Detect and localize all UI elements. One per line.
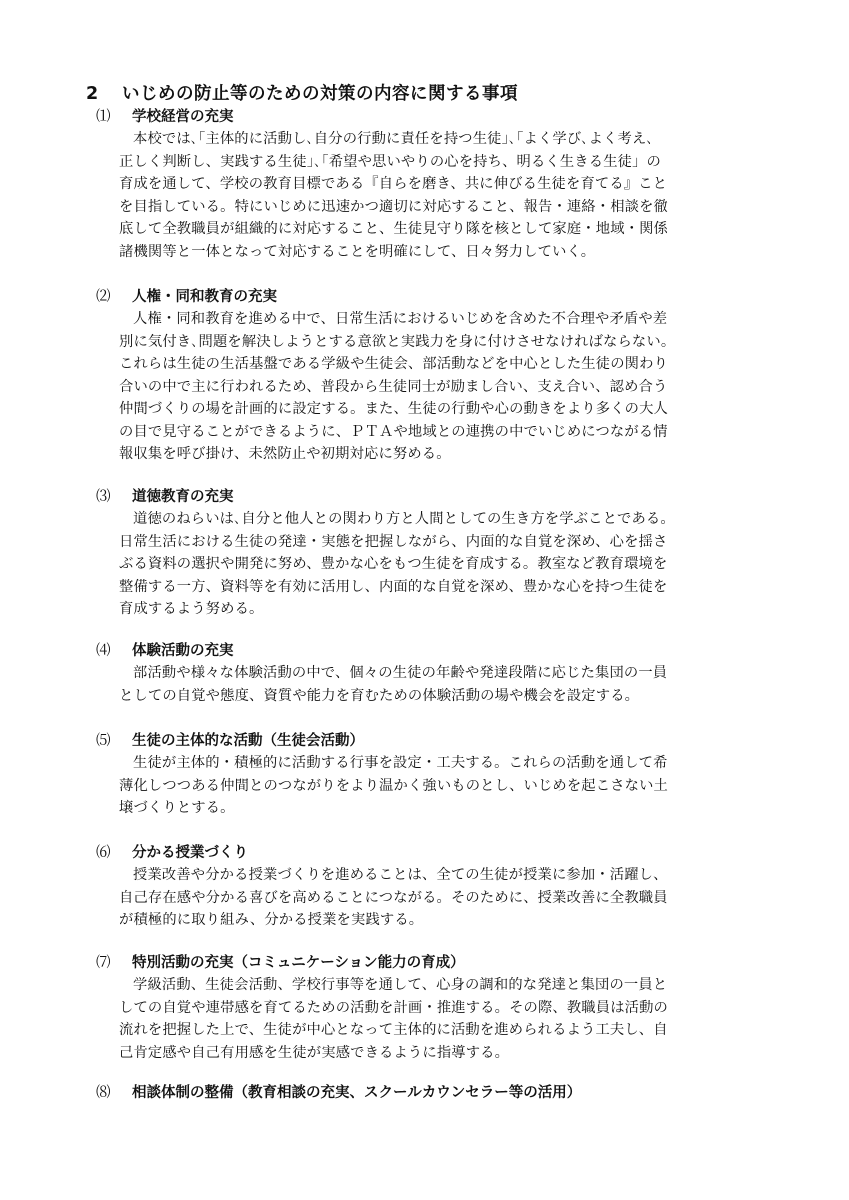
section-heading	[96, 730, 776, 752]
paragraph-line: 学級活動、生徒会活動、学校行事等を通して、心身の調和的な発達と集団の一員と	[133, 977, 668, 993]
section-4	[96, 640, 776, 707]
paragraph-line: 報収集を呼び掛け、未然防止や初期対応に努める。	[119, 446, 451, 462]
paragraph-line: 整備する一方、資料等を有効に活用し、内面的な自覚を深め、豊かな心を持つ生徒を	[119, 578, 668, 595]
section-body	[96, 752, 776, 820]
paragraph-line: 仲間づくりの場を計画的に設定する。また、生徒の行動や心の動きをより多くの大人	[119, 401, 668, 417]
section-number: ⑵	[96, 289, 111, 305]
section-heading-text: 道徳教育の充実	[132, 489, 234, 505]
section-heading-text: 生徒の主体的な活動（生徒会活動）	[132, 733, 364, 749]
paragraph-line: の目で見守ることができるように、ＰＴＡや地域との連携の中でいじめにつながる情	[119, 423, 668, 440]
section-heading-text: 分かる授業づくり	[132, 845, 248, 861]
paragraph-line: 合いの中で主に行われるため、普段から生徒同士が励まし合い、支え合い、認め合う	[119, 378, 668, 395]
section-heading-text: 人権・同和教育の充実	[132, 289, 277, 305]
paragraph-line: 薄化しつつある仲間とのつながりをより温かく強いものとし、いじめを起こさない土	[119, 777, 668, 794]
section-5	[96, 730, 776, 820]
section-heading-text: 体験活動の充実	[132, 643, 234, 659]
section-number: ⑶	[96, 489, 111, 505]
title-text: いじめの防止等のための対策の内容に関する事項	[122, 84, 518, 104]
section-heading	[96, 952, 776, 974]
paragraph-line: これらは生徒の生活基盤である学級や生徒会、部活動などを中心とした生徒の関わり	[119, 356, 668, 372]
section-heading-text: 相談体制の整備（教育相談の充実、スクールカウンセラー等の活用）	[132, 1085, 582, 1101]
page-title	[86, 80, 518, 105]
paragraph-line: 壌づくりとする。	[119, 800, 235, 816]
section-heading	[96, 842, 776, 864]
paragraph-line: 日常生活における生徒の発達・実態を把握しながら、内面的な自覚を深め、心を揺さ	[119, 533, 668, 550]
paragraph-line: 部活動や様々な体験活動の中で、個々の生徒の年齢や発達段階に応じた集団の一員	[133, 665, 668, 681]
section-number: ⑸	[96, 733, 111, 749]
paragraph-line: 授業改善や分かる授業づくりを進めることは、全ての生徒が授業に参加・活躍し、	[133, 867, 668, 883]
section-8	[96, 1082, 776, 1104]
paragraph-line: 自己存在感や分かる喜びを高めることにつながる。そのために、授業改善に全教職員	[119, 889, 668, 906]
section-heading	[96, 286, 776, 308]
section-number: ⑴	[96, 109, 111, 125]
paragraph-line: 育成するよう努める。	[119, 601, 264, 617]
section-body	[96, 974, 776, 1064]
section-heading-text: 特別活動の充実（コミュニケーション能力の育成）	[132, 955, 465, 971]
paragraph-line: 生徒が主体的・積極的に活動する行事を設定・工夫する。これらの活動を通して希	[133, 755, 668, 771]
section-7	[96, 952, 776, 1064]
section-body	[96, 662, 776, 707]
section-6	[96, 842, 776, 932]
section-heading	[96, 106, 776, 128]
paragraph-line: 道徳のねらいは､自分と他人との関わり方と人間としての生き方を学ぶことである｡	[133, 511, 668, 527]
paragraph-line: 別に気付き､問題を解決しようとする意欲と実践力を身に付けさせなければならない｡	[119, 333, 669, 350]
paragraph-line: しての自覚や連帯感を育てるための活動を計画・推進する。その際、教職員は活動の	[119, 999, 668, 1016]
section-heading-text: 学校経営の充実	[132, 109, 234, 125]
paragraph-line: 正しく判断し、実践する生徒｣､｢希望や思いやりの心を持ち、明るく生きる生徒」の	[119, 153, 661, 170]
section-heading	[96, 640, 776, 662]
paragraph-line: 己肯定感や自己有用感を生徒が実感できるように指導する。	[119, 1044, 510, 1061]
title-number: 2	[86, 84, 99, 104]
paragraph-line: 諸機関等と一体となって対応することを明確にして、日々努力していく。	[119, 243, 596, 260]
section-1	[96, 106, 776, 263]
section-3	[96, 486, 776, 621]
paragraph-line: 育成を通して、学校の教育目標である『自らを磨き、共に伸びる生徒を育てる』こと	[119, 176, 668, 192]
section-body	[96, 864, 776, 932]
section-number: ⑷	[96, 643, 111, 659]
paragraph-line: が積極的に取り組み、分かる授業を実践する。	[119, 912, 424, 928]
section-number: ⑺	[96, 955, 111, 971]
section-heading	[96, 486, 776, 508]
section-body	[96, 508, 776, 621]
paragraph-line: 本校では､｢主体的に活動し､自分の行動に責任を持つ生徒｣､｢よく学び､よく考え､	[133, 131, 654, 147]
section-heading	[96, 1082, 776, 1104]
paragraph-line: 人権・同和教育を進める中で、日常生活におけるいじめを含めた不合理や矛盾や差	[133, 311, 668, 327]
section-number: ⑹	[96, 845, 111, 861]
paragraph-line: としての自覚や態度、資質や能力を育むための体験活動の場や機会を設定する。	[119, 687, 640, 704]
paragraph-line: 流れを把握した上で、生徒が中心となって主体的に活動を進められるよう工夫し、自	[119, 1022, 668, 1038]
section-2	[96, 286, 776, 466]
paragraph-line: を目指している。特にいじめに迅速かつ適切に対応すること、報告・連絡・相談を徹	[119, 198, 668, 215]
paragraph-line: ぶる資料の選択や開発に努め、豊かな心をもつ生徒を育成する。教室など教育環境を	[119, 556, 668, 572]
section-number: ⑻	[96, 1085, 111, 1101]
section-body	[96, 308, 776, 466]
paragraph-line: 底して全教職員が組織的に対応すること、生徒見守り隊を核として家庭・地域・関係	[119, 221, 668, 237]
section-body	[96, 128, 776, 263]
